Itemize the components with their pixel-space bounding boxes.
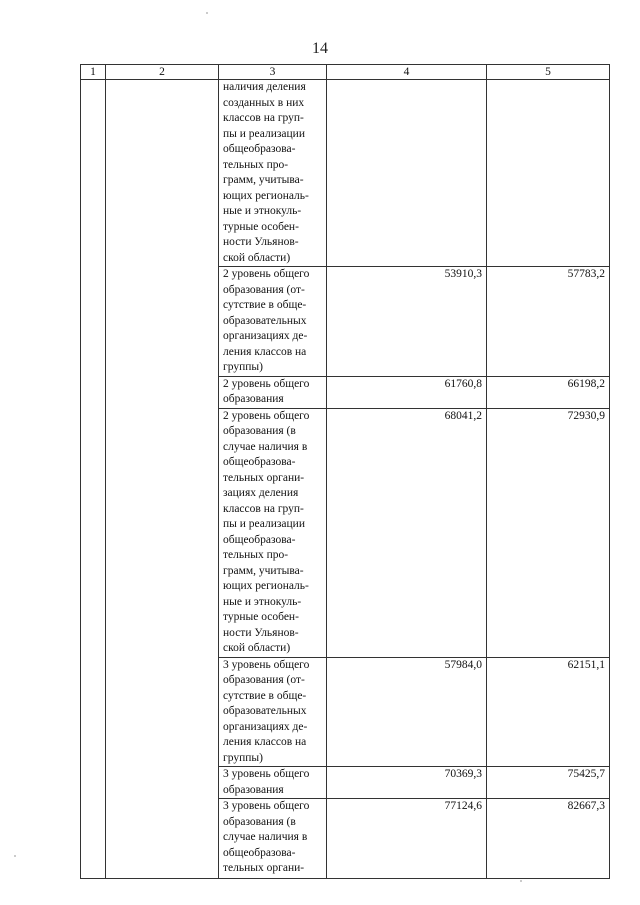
row-value-col4: 53910,3 [327,267,487,377]
scan-speck [14,855,16,857]
row-description: 2 уровень общего образования [219,376,327,408]
row-value-col5: 66198,2 [487,376,610,408]
col-header-4: 4 [327,65,487,80]
row-value-col4 [327,80,487,267]
row-value-col5 [487,80,610,267]
col-header-5: 5 [487,65,610,80]
row-value-col5: 57783,2 [487,267,610,377]
row-value-col5: 62151,1 [487,657,610,767]
row-value-col5: 75425,7 [487,767,610,799]
row-description: 3 уровень общего образования [219,767,327,799]
row-value-col5: 72930,9 [487,408,610,657]
row-value-col4: 57984,0 [327,657,487,767]
page-number: 14 [312,40,328,57]
col-header-2: 2 [106,65,219,80]
header-row [81,65,610,80]
col-header-1: 1 [81,65,106,80]
row-value-col4: 70369,3 [327,767,487,799]
col-header-3: 3 [219,65,327,80]
row-description: 2 уровень общего образования (от- сутствие в обще- образовательных организациях де- ления классов на группы) [219,267,327,377]
row-value-col5: 82667,3 [487,799,610,879]
scan-speck [206,12,208,14]
row-value-col4: 68041,2 [327,408,487,657]
row-value-col4: 61760,8 [327,376,487,408]
row-value-col4: 77124,6 [327,799,487,879]
col1-cell [81,80,106,879]
col2-cell [106,80,219,879]
row-description: 3 уровень общего образования (в случае наличия в общеобразова- тельных органи- [219,799,327,879]
row-description: 2 уровень общего образования (в случае наличия в общеобразова- тельных органи- зациях деления классов на груп- пы и реализации общеобразова- тельных про- грамм, учитыва- ющих региональ- ные и этнокуль- турные особен- ности Ульянов- ской области) [219,408,327,657]
table-row [81,80,610,267]
row-description: наличия деления созданных в них классов на груп- пы и реализации общеобразова- тельных про- грамм, учитыва- ющих региональ- ные и этнокуль- турные особен- ности Ульянов- ской области) [219,80,327,267]
row-description: 3 уровень общего образования (от- сутствие в обще- образовательных организациях де- ления классов на группы) [219,657,327,767]
scan-speck [520,880,522,882]
data-table [80,64,610,879]
